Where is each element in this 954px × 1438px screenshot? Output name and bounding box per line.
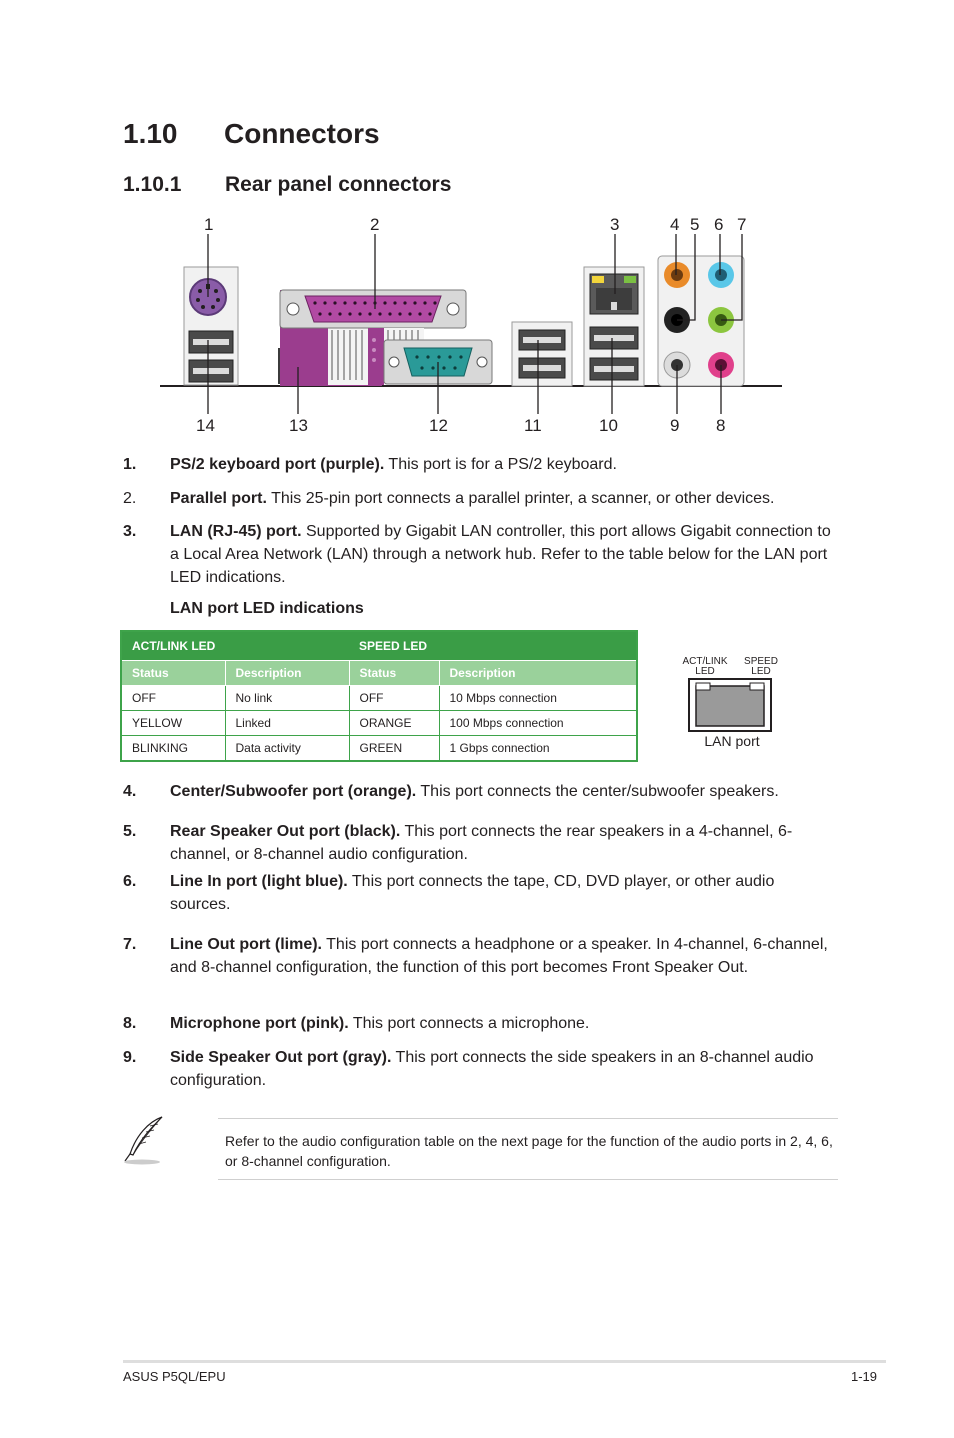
list-item	[123, 487, 833, 510]
note-text: Refer to the audio configuration table on the next page for the function of the audio ports in 2, 4, 6, or 8-channel configuration.	[225, 1133, 833, 1169]
lan-port-illustration	[672, 650, 792, 750]
table-cell: 100 Mbps connection	[439, 711, 637, 736]
lan-usb-block	[584, 267, 644, 386]
ps2-usb-block	[184, 267, 238, 385]
group-header-act-link: ACT/LINK LED	[121, 631, 349, 661]
callout-5: 5	[690, 215, 700, 234]
column-header: Status	[121, 661, 225, 686]
callout-8: 8	[716, 416, 726, 435]
list-item	[123, 870, 833, 916]
item-number: 9.	[123, 1049, 137, 1066]
item-number: 5.	[123, 823, 137, 840]
audio-jack-block	[658, 256, 744, 386]
item-title: Center/Subwoofer port (orange).	[170, 783, 417, 800]
list-item	[123, 820, 833, 866]
callout-4: 4	[670, 215, 680, 234]
list-item	[123, 453, 833, 476]
item-text: This port connects the side speakers in an 8-channel audio configuration.	[170, 1049, 814, 1089]
item-text: Supported by Gigabit LAN controller, this port allows Gigabit connection to a Local Area Network (LAN) through a network hub. Refer to the table below for the LAN port LED indications.	[170, 523, 831, 586]
item-number: 8.	[123, 1015, 137, 1032]
list-item	[123, 1012, 833, 1035]
item-title: Parallel port.	[170, 490, 267, 507]
table-cell: BLINKING	[121, 736, 225, 762]
rear-panel-diagram	[160, 210, 790, 440]
item-text: This port connects the rear speakers in a 4-channel, 6-channel, or 8-channel audio configuration.	[170, 823, 793, 863]
callout-10: 10	[599, 416, 618, 435]
table-cell: YELLOW	[121, 711, 225, 736]
section-heading	[123, 118, 380, 150]
footer-divider	[123, 1360, 886, 1363]
lan-port-caption: LAN port	[704, 733, 760, 749]
table-row	[121, 686, 637, 711]
item-title: LAN (RJ-45) port.	[170, 523, 302, 540]
table-cell: 10 Mbps connection	[439, 686, 637, 711]
speed-label: SPEED	[744, 656, 778, 667]
item-title: Line Out port (lime).	[170, 936, 322, 953]
list-item	[123, 520, 833, 589]
item-text: This port is for a PS/2 keyboard.	[384, 456, 617, 473]
table-row	[121, 711, 637, 736]
item-title: PS/2 keyboard port (purple).	[170, 456, 385, 473]
table-cell: OFF	[121, 686, 225, 711]
column-header: Description	[439, 661, 637, 686]
usb-ports-middle	[512, 322, 572, 386]
act-link-label: ACT/LINK	[682, 656, 728, 667]
item-number: 3.	[123, 523, 137, 540]
table-cell: OFF	[349, 686, 439, 711]
column-header: Description	[225, 661, 349, 686]
item-number: 1.	[123, 456, 137, 473]
subsection-title: Rear panel connectors	[225, 173, 452, 196]
table-row	[121, 736, 637, 762]
item-number: 2.	[123, 490, 137, 507]
subsection-heading	[123, 173, 451, 197]
item-text: This port connects the tape, CD, DVD player, or other audio sources.	[170, 873, 775, 913]
item-number: 6.	[123, 873, 137, 890]
footer-page-number: 1-19	[851, 1369, 878, 1384]
callout-11: 11	[524, 416, 542, 435]
feather-pen-icon	[122, 1114, 166, 1166]
item-text: This 25-pin port connects a parallel printer, a scanner, or other devices.	[266, 490, 775, 507]
table-cell: Linked	[225, 711, 349, 736]
table-cell: ORANGE	[349, 711, 439, 736]
callout-6: 6	[714, 215, 724, 234]
table-cell: Data activity	[225, 736, 349, 762]
item-text: This port connects a headphone or a speaker. In 4-channel, 6-channel, and 8-channel configuration, the function of this port becomes Front Speaker Out.	[170, 936, 828, 976]
rear-panel-illustration	[160, 210, 790, 440]
callout-2: 2	[370, 215, 380, 234]
subsection-number: 1.10.1	[123, 173, 182, 196]
list-item	[123, 933, 833, 979]
callout-12: 12	[429, 416, 448, 435]
item-text: This port connects a microphone.	[348, 1015, 590, 1032]
speed-led-label: LED	[751, 666, 771, 677]
item-text: This port connects the center/subwoofer speakers.	[416, 783, 779, 800]
lan-port-led-diagram	[672, 650, 792, 750]
led-table-title: LAN port LED indications	[170, 600, 364, 617]
item-number: 4.	[123, 783, 137, 800]
table-cell: GREEN	[349, 736, 439, 762]
callout-14: 14	[196, 416, 215, 435]
list-item	[123, 1046, 833, 1092]
callout-7: 7	[737, 215, 747, 234]
item-number: 7.	[123, 936, 137, 953]
section-number: 1.10	[123, 118, 178, 149]
act-led-label: LED	[695, 666, 715, 677]
column-header: Status	[349, 661, 439, 686]
footer-product-name: ASUS P5QL/EPU	[123, 1369, 226, 1384]
item-title: Microphone port (pink).	[170, 1015, 349, 1032]
callout-9: 9	[670, 416, 680, 435]
item-title: Line In port (light blue).	[170, 873, 348, 890]
lan-led-table	[120, 630, 638, 762]
list-item	[123, 780, 833, 803]
table-cell: 1 Gbps connection	[439, 736, 637, 762]
note-box	[218, 1118, 838, 1180]
callout-13: 13	[289, 416, 308, 435]
section-title: Connectors	[224, 118, 380, 149]
table-cell: No link	[225, 686, 349, 711]
group-header-speed: SPEED LED	[349, 631, 637, 661]
callout-1: 1	[204, 215, 214, 234]
item-title: Rear Speaker Out port (black).	[170, 823, 401, 840]
callout-3: 3	[610, 215, 620, 234]
item-title: Side Speaker Out port (gray).	[170, 1049, 392, 1066]
